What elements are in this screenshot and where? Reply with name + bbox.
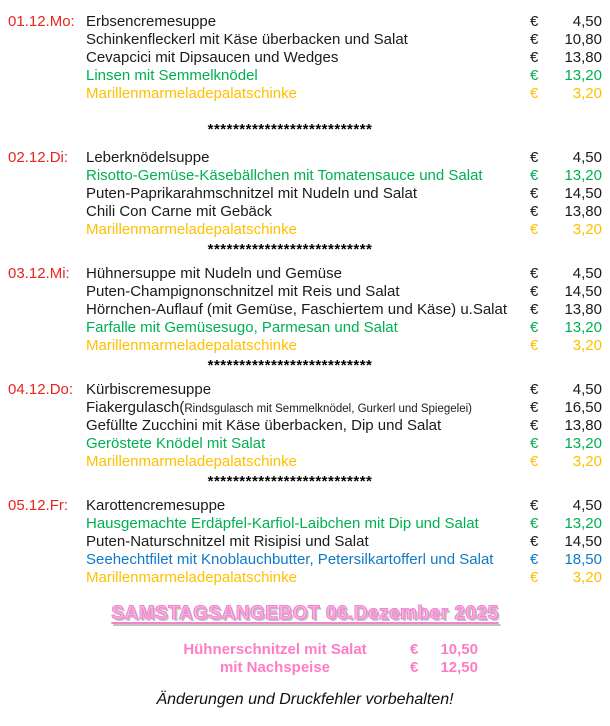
item-price: 13,80	[564, 203, 602, 220]
item-sub: Rindsgulasch mit Semmelknödel, Gurkerl und Spiegelei)	[184, 403, 473, 415]
item-price: 4,50	[572, 13, 602, 30]
item-name: Marillenmarmeladepalatschinke	[86, 569, 297, 586]
item-name: Kürbiscremesuppe	[86, 381, 212, 398]
item-price: 4,50	[572, 381, 602, 398]
item-price: 13,20	[564, 319, 602, 336]
item-price: 10,80	[564, 31, 602, 48]
day-block	[0, 497, 610, 587]
item-name: Fiakergulasch(Rindsgulasch mit Semmelknödel, Gurkerl und Spiegelei)	[86, 399, 473, 416]
item-price: 14,50	[564, 283, 602, 300]
item-price: 3,20	[572, 337, 602, 354]
item-name: Hühnersuppe mit Nudeln und Gemüse	[86, 265, 342, 282]
item-price: 13,20	[564, 167, 602, 184]
item-name: Gefüllte Zucchini mit Käse überbacken, Dip und Salat	[86, 417, 442, 434]
day-date: 03.12.Mi:	[8, 265, 70, 282]
menu-item-row	[0, 31, 610, 49]
euro-sign: €	[530, 319, 539, 336]
menu-item-row	[0, 453, 610, 471]
item-price: 13,20	[564, 515, 602, 532]
menu-item-row	[0, 185, 610, 203]
item-name: Chili Con Carne mit Gebäck	[86, 203, 272, 220]
item-name: Linsen mit Semmelknödel	[86, 67, 258, 84]
euro-sign: €	[530, 569, 539, 586]
menu-item-row	[0, 533, 610, 551]
euro-sign: €	[530, 497, 539, 514]
separator-stars: **************************	[207, 241, 373, 258]
menu-item-row	[0, 283, 610, 301]
item-price: 14,50	[564, 533, 602, 550]
item-price: 4,50	[572, 149, 602, 166]
menu-item-row	[0, 167, 610, 185]
day-date: 05.12.Fr:	[8, 497, 69, 514]
menu-item-row	[0, 265, 610, 283]
item-price: 13,80	[564, 301, 602, 318]
euro-sign: €	[530, 417, 539, 434]
euro-sign: €	[530, 31, 539, 48]
menu-item-row	[0, 49, 610, 67]
item-name: Leberknödelsuppe	[86, 149, 210, 166]
item-price: 13,20	[564, 435, 602, 452]
menu-item-row	[0, 417, 610, 435]
saturday-item-price: 12,50	[440, 659, 478, 676]
menu-item-row	[0, 569, 610, 587]
menu-item-row	[0, 381, 610, 399]
menu-item-row	[0, 67, 610, 85]
separator-stars: **************************	[207, 357, 373, 374]
menu-item-row	[0, 149, 610, 167]
euro-sign: €	[530, 381, 539, 398]
footer-note: Änderungen und Druckfehler vorbehalten!	[156, 691, 454, 708]
item-name: Schinkenfleckerl mit Käse überbacken und Salat	[86, 31, 408, 48]
day-date: 02.12.Di:	[8, 149, 69, 166]
menu-item-row	[0, 497, 610, 515]
item-name: Hausgemachte Erdäpfel-Karfiol-Laibchen mit Dip und Salat	[86, 515, 479, 532]
euro-sign: €	[530, 283, 539, 300]
saturday-item-row	[0, 641, 610, 659]
menu-item-row	[0, 221, 610, 239]
day-date: 01.12.Mo:	[8, 13, 75, 30]
item-price: 4,50	[572, 497, 602, 514]
euro-sign: €	[530, 453, 539, 470]
euro-sign: €	[530, 221, 539, 238]
euro-sign: €	[530, 515, 539, 532]
item-name: Erbsencremesuppe	[86, 13, 217, 30]
item-name: Geröstete Knödel mit Salat	[86, 435, 266, 452]
day-block	[0, 13, 610, 103]
saturday-euro-sign: €	[410, 659, 419, 676]
menu-item-row	[0, 551, 610, 569]
item-price: 3,20	[572, 85, 602, 102]
menu-item-row	[0, 319, 610, 337]
euro-sign: €	[530, 85, 539, 102]
item-name: Cevapcici mit Dipsaucen und Wedges	[86, 49, 339, 66]
euro-sign: €	[530, 301, 539, 318]
euro-sign: €	[530, 167, 539, 184]
day-block	[0, 149, 610, 239]
day-block	[0, 381, 610, 471]
euro-sign: €	[530, 533, 539, 550]
day-block	[0, 265, 610, 355]
menu-item-row	[0, 435, 610, 453]
item-name: Puten-Paprikarahmschnitzel mit Nudeln und Salat	[86, 185, 418, 202]
item-price: 3,20	[572, 569, 602, 586]
saturday-euro-sign: €	[410, 641, 419, 658]
menu-item-row	[0, 515, 610, 533]
item-price: 13,80	[564, 417, 602, 434]
menu-item-row	[0, 203, 610, 221]
separator-stars: **************************	[207, 473, 373, 490]
euro-sign: €	[530, 13, 539, 30]
euro-sign: €	[530, 49, 539, 66]
item-name: Marillenmarmeladepalatschinke	[86, 337, 297, 354]
saturday-heading: SAMSTAGSANGEBOT 06.Dezember 2025	[111, 603, 499, 624]
saturday-item-row	[0, 659, 610, 677]
day-date: 04.12.Do:	[8, 381, 74, 398]
menu-item-row	[0, 301, 610, 319]
item-price: 13,80	[564, 49, 602, 66]
saturday-item-name: mit Nachspeise	[219, 659, 331, 676]
item-name: Puten-Naturschnitzel mit Risipisi und Salat	[86, 533, 369, 550]
euro-sign: €	[530, 203, 539, 220]
weekly-menu	[0, 13, 610, 587]
euro-sign: €	[530, 185, 539, 202]
item-price: 13,20	[564, 67, 602, 84]
euro-sign: €	[530, 435, 539, 452]
menu-item-row	[0, 13, 610, 31]
euro-sign: €	[530, 337, 539, 354]
menu-item-row	[0, 85, 610, 103]
item-price: 18,50	[564, 551, 602, 568]
item-price: 3,20	[572, 221, 602, 238]
item-name: Risotto-Gemüse-Käsebällchen mit Tomatensauce und Salat	[86, 167, 483, 184]
item-name: Marillenmarmeladepalatschinke	[86, 221, 297, 238]
separator-stars: **************************	[207, 121, 373, 138]
saturday-item-price: 10,50	[440, 641, 478, 658]
item-name: Farfalle mit Gemüsesugo, Parmesan und Salat	[86, 319, 398, 336]
item-name: Seehechtfilet mit Knoblauchbutter, Petersilkartofferl und Salat	[86, 551, 494, 568]
euro-sign: €	[530, 399, 539, 416]
menu-item-row	[0, 337, 610, 355]
item-price: 3,20	[572, 453, 602, 470]
item-name: Puten-Champignonschnitzel mit Reis und Salat	[86, 283, 400, 300]
euro-sign: €	[530, 149, 539, 166]
menu-item-row	[0, 399, 610, 417]
item-price: 14,50	[564, 185, 602, 202]
item-name: Karottencremesuppe	[86, 497, 226, 514]
saturday-items	[0, 641, 610, 677]
item-name: Marillenmarmeladepalatschinke	[86, 85, 297, 102]
euro-sign: €	[530, 265, 539, 282]
saturday-item-name: Hühnerschnitzel mit Salat	[183, 641, 367, 658]
item-name: Hörnchen-Auflauf (mit Gemüse, Faschiertem und Käse) u.Salat	[86, 301, 508, 318]
item-price: 4,50	[572, 265, 602, 282]
euro-sign: €	[530, 67, 539, 84]
item-price: 16,50	[564, 399, 602, 416]
item-name: Marillenmarmeladepalatschinke	[86, 453, 297, 470]
euro-sign: €	[530, 551, 539, 568]
